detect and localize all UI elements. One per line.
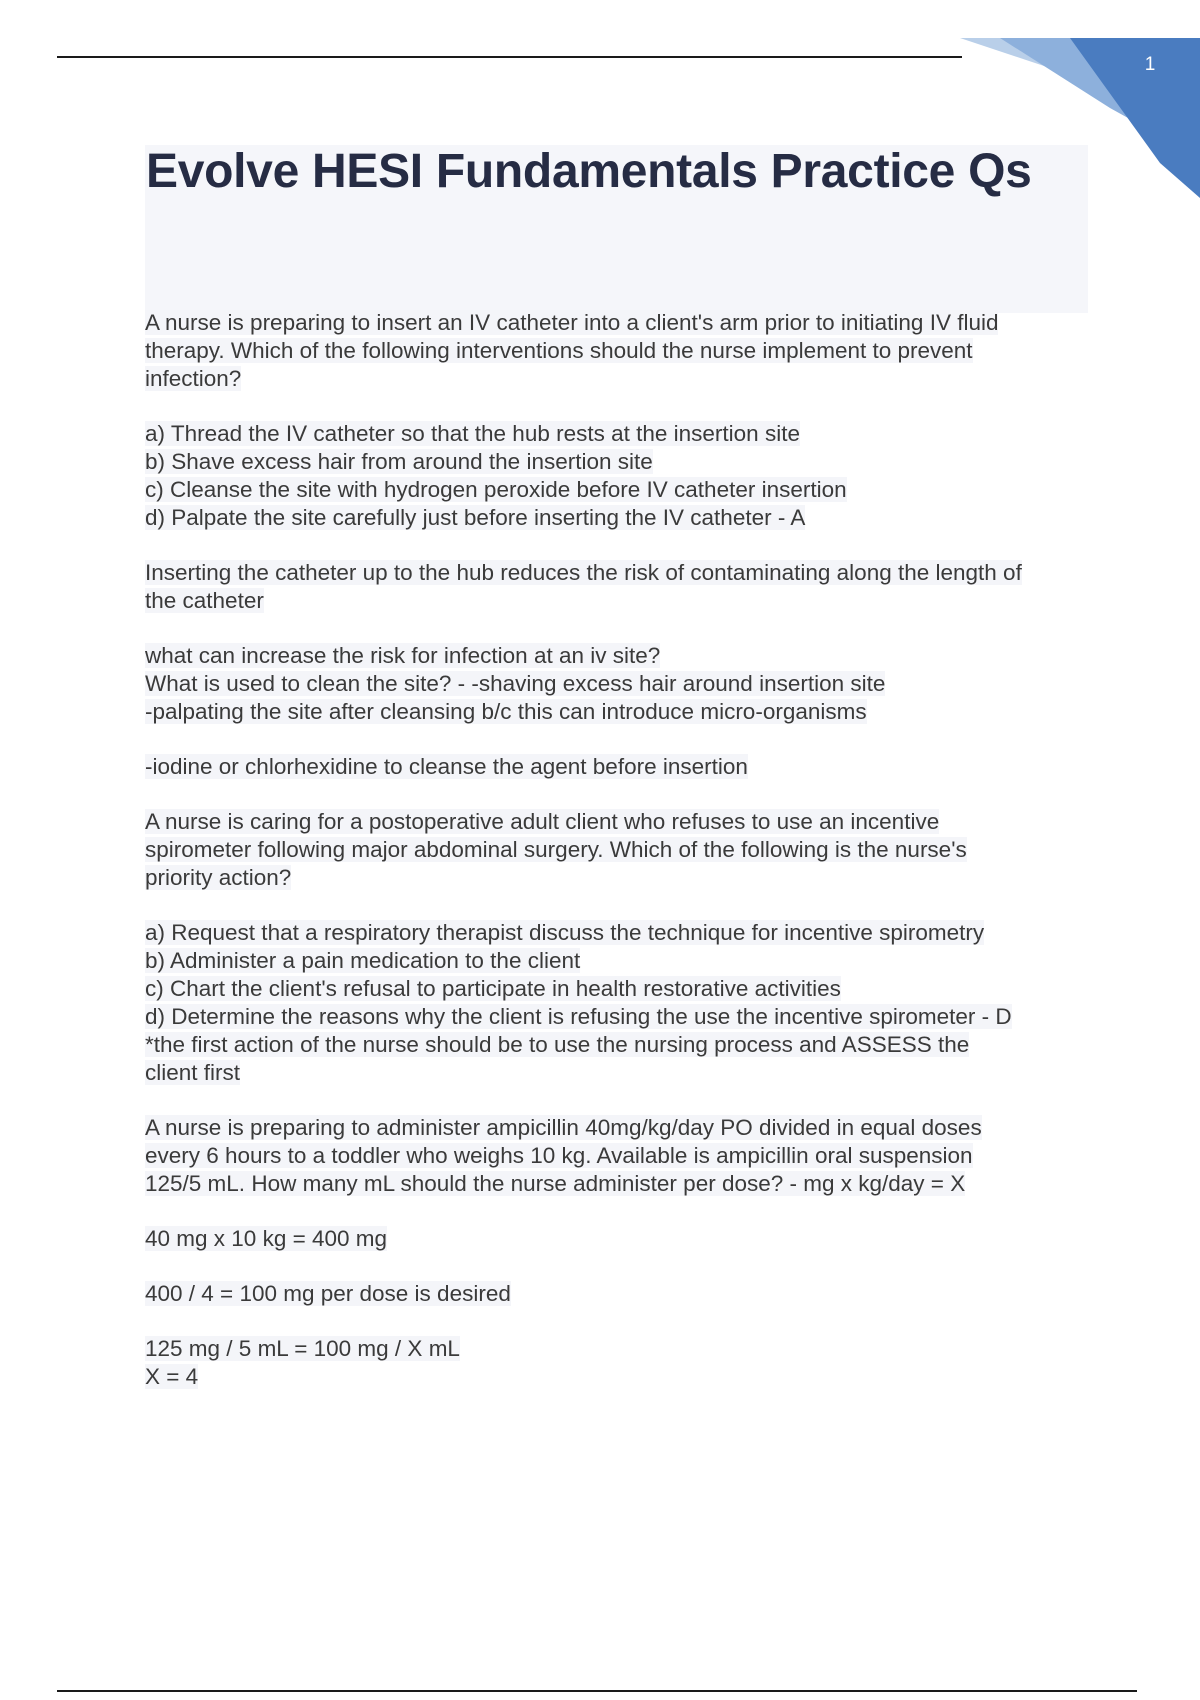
question-2-note <box>145 753 1095 781</box>
document-body <box>145 309 1095 1418</box>
text-line: A nurse is preparing to administer ampicillin 40mg/kg/day PO divided in equal doses <box>145 1115 982 1140</box>
text-line: every 6 hours to a toddler who weighs 10 kg. Available is ampicillin oral suspension <box>145 1143 973 1168</box>
rationale-line: *the first action of the nurse should be to use the nursing process and ASSESS the <box>145 1032 970 1057</box>
text-line: priority action? <box>145 865 292 890</box>
option-b: b) Shave excess hair from around the insertion site <box>145 449 653 474</box>
text-line: A nurse is preparing to insert an IV catheter into a client's arm prior to initiating IV fluid <box>145 310 999 335</box>
text-line: 125/5 mL. How many mL should the nurse administer per dose? - mg x kg/day = X <box>145 1171 966 1196</box>
option-b: b) Administer a pain medication to the client <box>145 948 581 973</box>
page-number: 1 <box>1144 54 1156 75</box>
text-line: 400 / 4 = 100 mg per dose is desired <box>145 1281 511 1306</box>
question-1-options <box>145 420 1095 532</box>
calculation-step-3 <box>145 1335 1095 1391</box>
question-3-stem <box>145 808 1095 892</box>
option-c: c) Chart the client's refusal to participate in health restorative activities <box>145 976 841 1001</box>
option-a: a) Request that a respiratory therapist discuss the technique for incentive spirometry <box>145 920 985 945</box>
text-line: A nurse is caring for a postoperative adult client who refuses to use an incentive <box>145 809 940 834</box>
rationale-line: client first <box>145 1060 241 1085</box>
option-c: c) Cleanse the site with hydrogen peroxide before IV catheter insertion <box>145 477 847 502</box>
document-title: Evolve HESI Fundamentals Practice Qs <box>146 145 1032 198</box>
question-1-rationale <box>145 559 1095 615</box>
text-line: Inserting the catheter up to the hub reduces the risk of contaminating along the length of <box>145 560 1022 585</box>
question-2 <box>145 642 1095 726</box>
calculation-step-2 <box>145 1280 1095 1308</box>
text-line: what can increase the risk for infection at an iv site? <box>145 643 661 668</box>
text-line: 40 mg x 10 kg = 400 mg <box>145 1226 388 1251</box>
text-line: the catheter <box>145 588 264 613</box>
text-line: infection? <box>145 366 242 391</box>
text-line: 125 mg / 5 mL = 100 mg / X mL <box>145 1336 460 1361</box>
calculation-step-1 <box>145 1225 1095 1253</box>
option-d: d) Determine the reasons why the client is refusing the use the incentive spirometer - D <box>145 1004 1012 1029</box>
option-a: a) Thread the IV catheter so that the hub rests at the insertion site <box>145 421 800 446</box>
text-line: X = 4 <box>145 1364 199 1389</box>
option-d: d) Palpate the site carefully just before inserting the IV catheter - A <box>145 505 806 530</box>
question-1-stem <box>145 309 1095 393</box>
question-3-options <box>145 919 1095 1087</box>
footer-rule <box>57 1690 1137 1692</box>
text-line: therapy. Which of the following interventions should the nurse implement to prevent <box>145 338 973 363</box>
header-rule <box>57 56 962 58</box>
text-line: spirometer following major abdominal surgery. Which of the following is the nurse's <box>145 837 967 862</box>
question-4-stem <box>145 1114 1095 1198</box>
text-line: What is used to clean the site? - -shaving excess hair around insertion site <box>145 671 886 696</box>
text-line: -palpating the site after cleansing b/c this can introduce micro-organisms <box>145 699 867 724</box>
text-line: -iodine or chlorhexidine to cleanse the agent before insertion <box>145 754 748 779</box>
